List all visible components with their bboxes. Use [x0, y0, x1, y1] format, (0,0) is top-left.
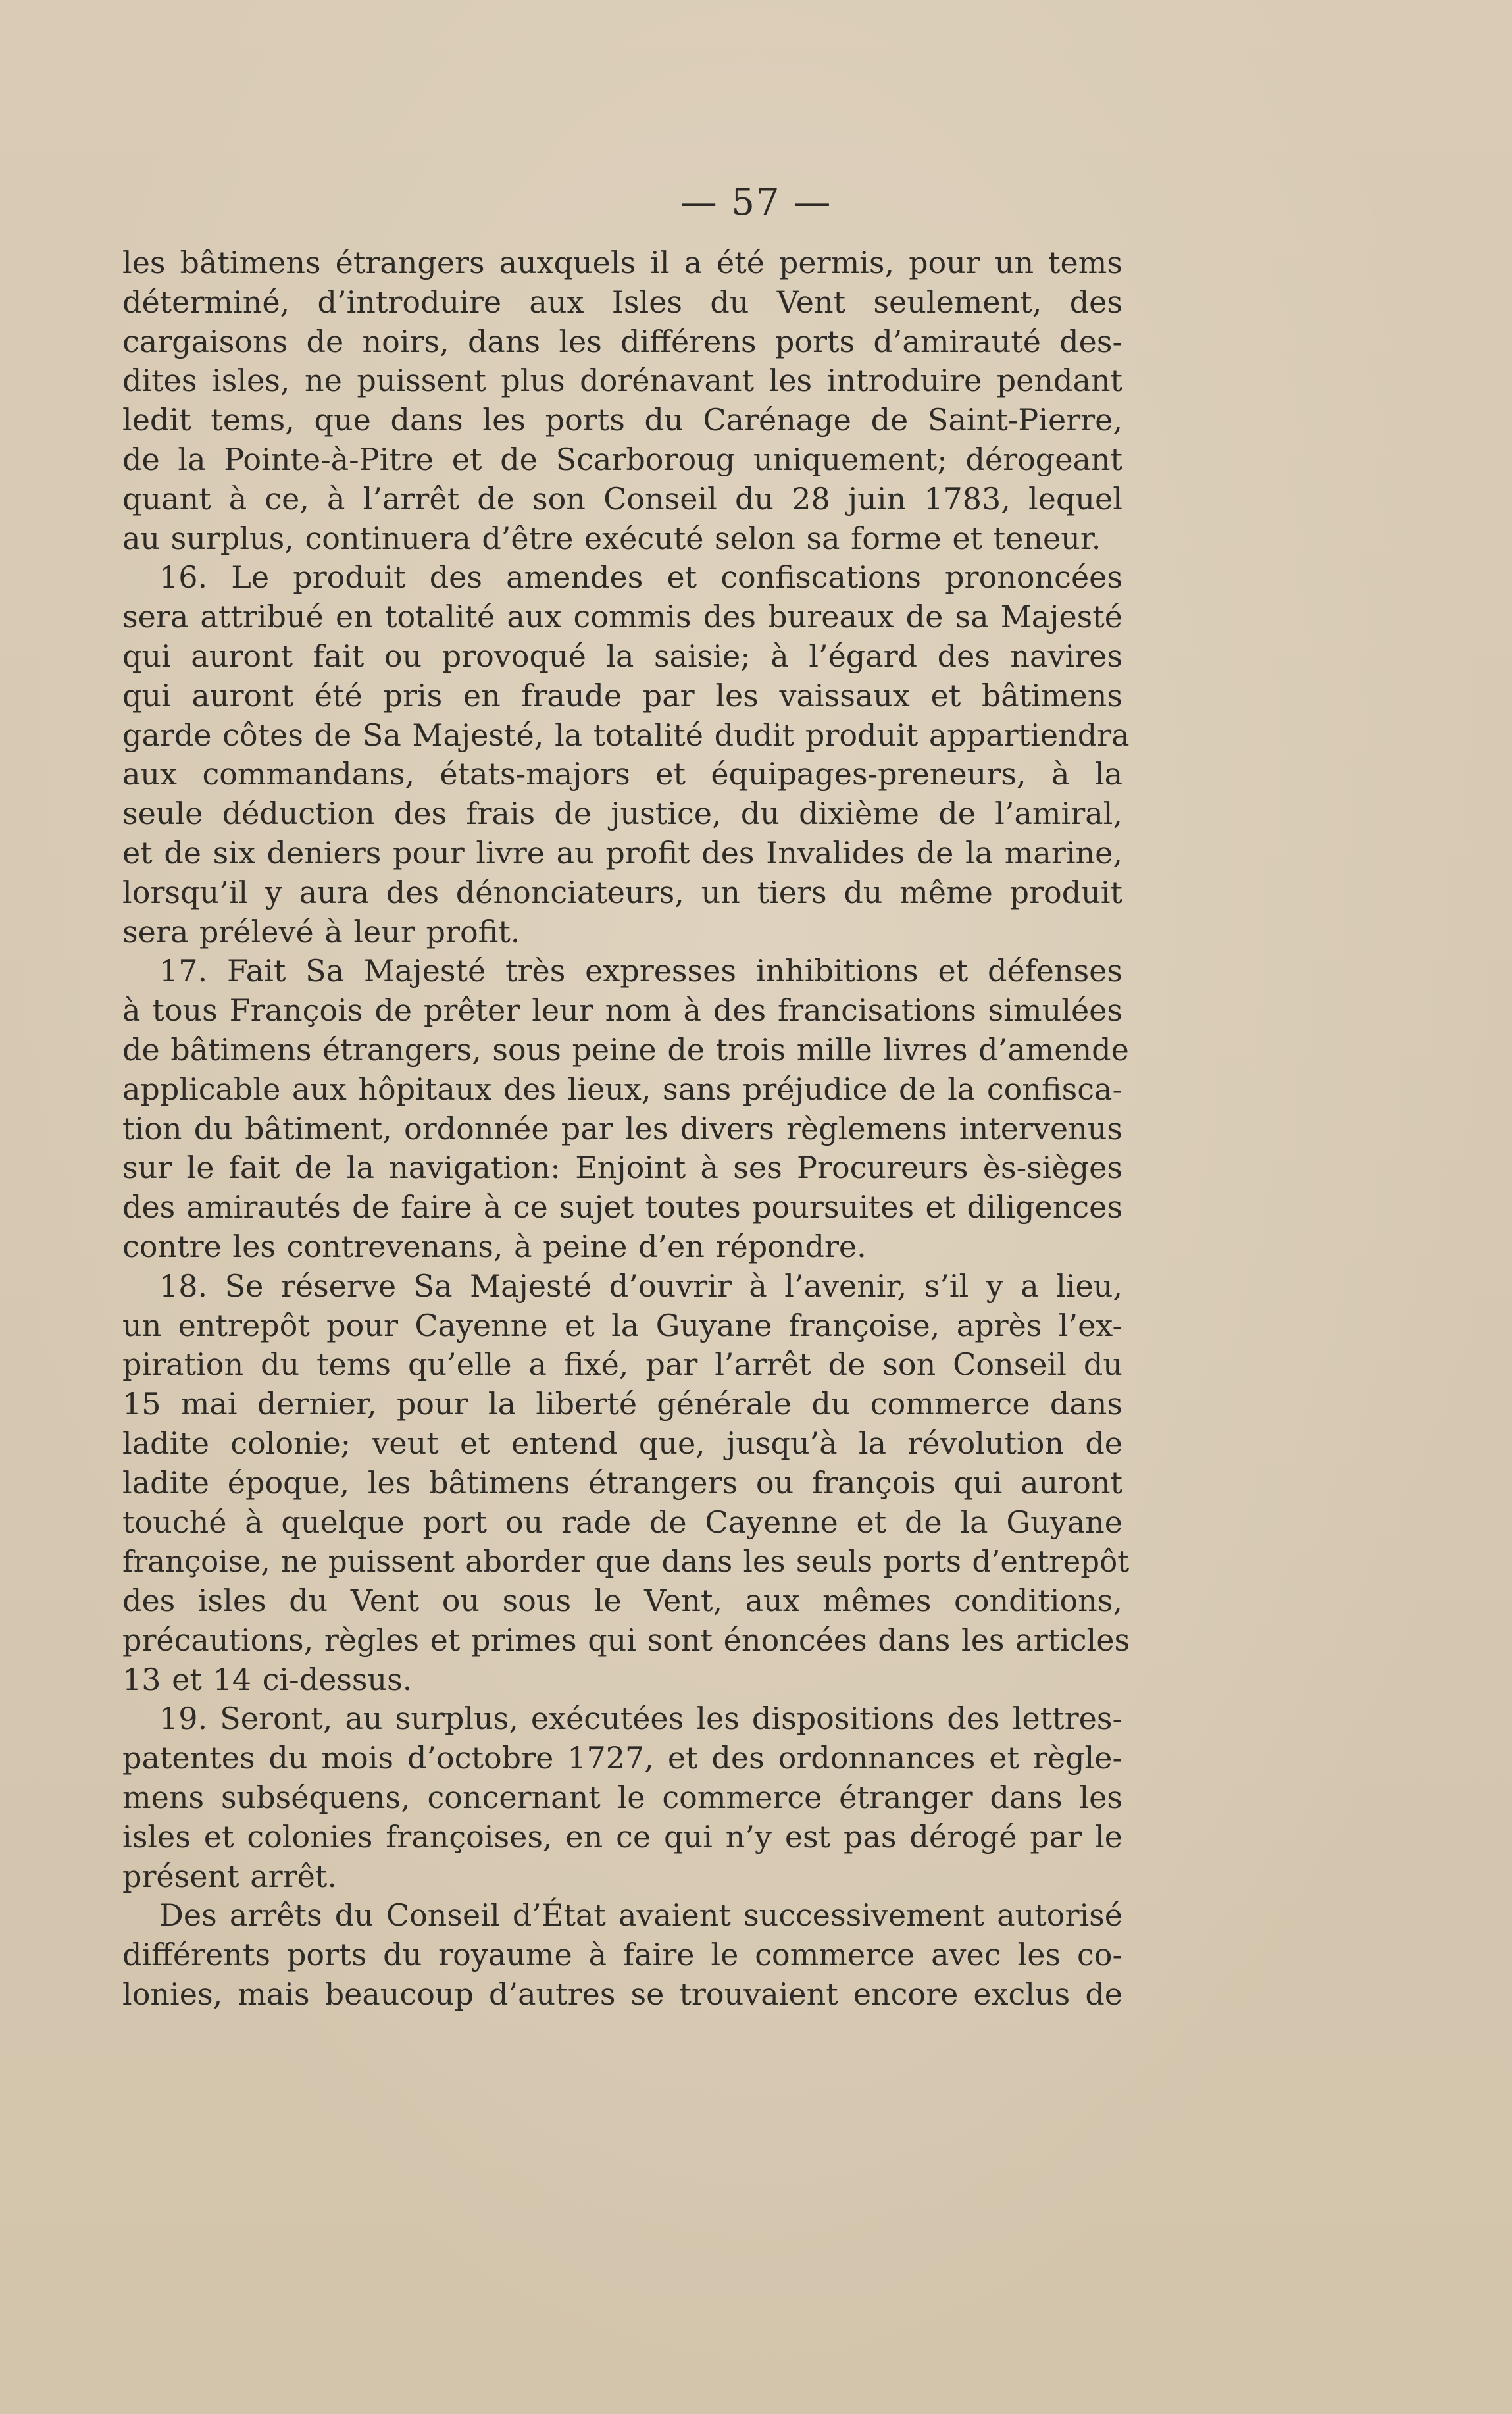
page-number: — 57 —	[680, 181, 832, 224]
text-line: piration du tems qu’elle a fixé, par l’arrêt de son Conseil du	[122, 1347, 1122, 1383]
text-line: 19. Seront, au surplus, exécutées les dispositions des lettres-	[159, 1701, 1122, 1737]
text-line: lonies, mais beaucoup d’autres se trouvaient encore exclus de	[122, 1976, 1122, 2013]
text-line: 17. Fait Sa Majesté très expresses inhibitions et défenses	[159, 953, 1122, 989]
body-text	[122, 244, 1130, 2015]
text-line: précautions, règles et primes qui sont énoncées dans les articles	[122, 1622, 1130, 1658]
text-line: mens subséquens, concernant le commerce étranger dans les	[122, 1780, 1122, 1816]
text-line: à tous François de prêter leur nom à des francisations simulées	[122, 992, 1122, 1029]
text-line: ladite époque, les bâtimens étrangers ou françois qui auront	[122, 1464, 1122, 1501]
text-line: seule déduction des frais de justice, du dixième de l’amiral,	[122, 796, 1122, 832]
text-line: aux commandans, états-majors et équipages-preneurs, à la	[122, 756, 1122, 792]
text-line: 18. Se réserve Sa Majesté d’ouvrir à l’avenir, s’il y a lieu,	[159, 1268, 1122, 1304]
text-line: des amirautés de faire à ce sujet toutes poursuites et diligences	[122, 1189, 1122, 1225]
text-line: garde côtes de Sa Majesté, la totalité dudit produit appartiendra	[122, 717, 1130, 753]
text-line: cargaisons de noirs, dans les différens ports d’amirauté des-	[122, 323, 1122, 359]
text-line: présent arrêt.	[122, 1858, 337, 1894]
text-line: au surplus, continuera d’être exécuté selon sa forme et teneur.	[122, 520, 1101, 556]
text-line: sera attribué en totalité aux commis des bureaux de sa Majesté	[122, 599, 1122, 635]
text-line: différents ports du royaume à faire le commerce avec les co-	[122, 1937, 1122, 1973]
text-line: de bâtimens étrangers, sous peine de trois mille livres d’amende	[122, 1031, 1129, 1067]
text-line: contre les contrevenans, à peine d’en répondre.	[122, 1228, 867, 1264]
text-line: et de six deniers pour livre au profit des Invalides de la marine,	[122, 835, 1122, 871]
text-line: les bâtimens étrangers auxquels il a été permis, pour un tems	[122, 245, 1122, 280]
text-line: 13 et 14 ci-dessus.	[122, 1661, 413, 1697]
text-line: sur le fait de la navigation: Enjoint à ses Procureurs ès-sièges	[122, 1150, 1122, 1186]
text-line: un entrepôt pour Cayenne et la Guyane françoise, après l’ex-	[122, 1307, 1122, 1343]
text-line: déterminé, d’introduire aux Isles du Vent seulement, des	[122, 284, 1122, 320]
text-line: qui auront été pris en fraude par les vaissaux et bâtimens	[122, 677, 1122, 713]
text-line: sera prélevé à leur profit.	[122, 913, 520, 950]
text-line: quant à ce, à l’arrêt de son Conseil du 28 juin 1783, lequel	[122, 480, 1122, 517]
text-line: ladite colonie; veut et entend que, jusqu’à la révolution de	[122, 1425, 1122, 1461]
text-line: 15 mai dernier, pour la liberté générale du commerce dans	[122, 1386, 1122, 1422]
text-line: patentes du mois d’octobre 1727, et des ordonnances et règle-	[122, 1740, 1122, 1776]
text-line: applicable aux hôpitaux des lieux, sans préjudice de la confisca-	[122, 1071, 1122, 1107]
text-line: lorsqu’il y aura des dénonciateurs, un tiers du même produit	[122, 874, 1122, 910]
text-line: touché à quelque port ou rade de Cayenne et de la Guyane	[122, 1504, 1122, 1540]
text-line: des isles du Vent ou sous le Vent, aux mêmes conditions,	[122, 1583, 1122, 1619]
text-line: isles et colonies françoises, en ce qui n’y est pas dérogé par le	[122, 1818, 1122, 1855]
text-line: qui auront fait ou provoqué la saisie; à l’égard des navires	[122, 638, 1122, 674]
text-line: françoise, ne puissent aborder que dans les seuls ports d’entrepôt	[122, 1544, 1130, 1579]
text-line: ledit tems, que dans les ports du Carénage de Saint-Pierre,	[122, 402, 1122, 438]
text-line: tion du bâtiment, ordonnée par les divers règlemens intervenus	[122, 1110, 1122, 1146]
text-line: de la Pointe-à-Pitre et de Scarboroug uniquement; dérogeant	[122, 441, 1122, 477]
text-line: Des arrêts du Conseil d’État avaient successivement autorisé	[159, 1897, 1122, 1934]
text-line: 16. Le produit des amendes et confiscations prononcées	[159, 559, 1122, 596]
text-line: dites isles, ne puissent plus dorénavant les introduire pendant	[122, 363, 1122, 399]
